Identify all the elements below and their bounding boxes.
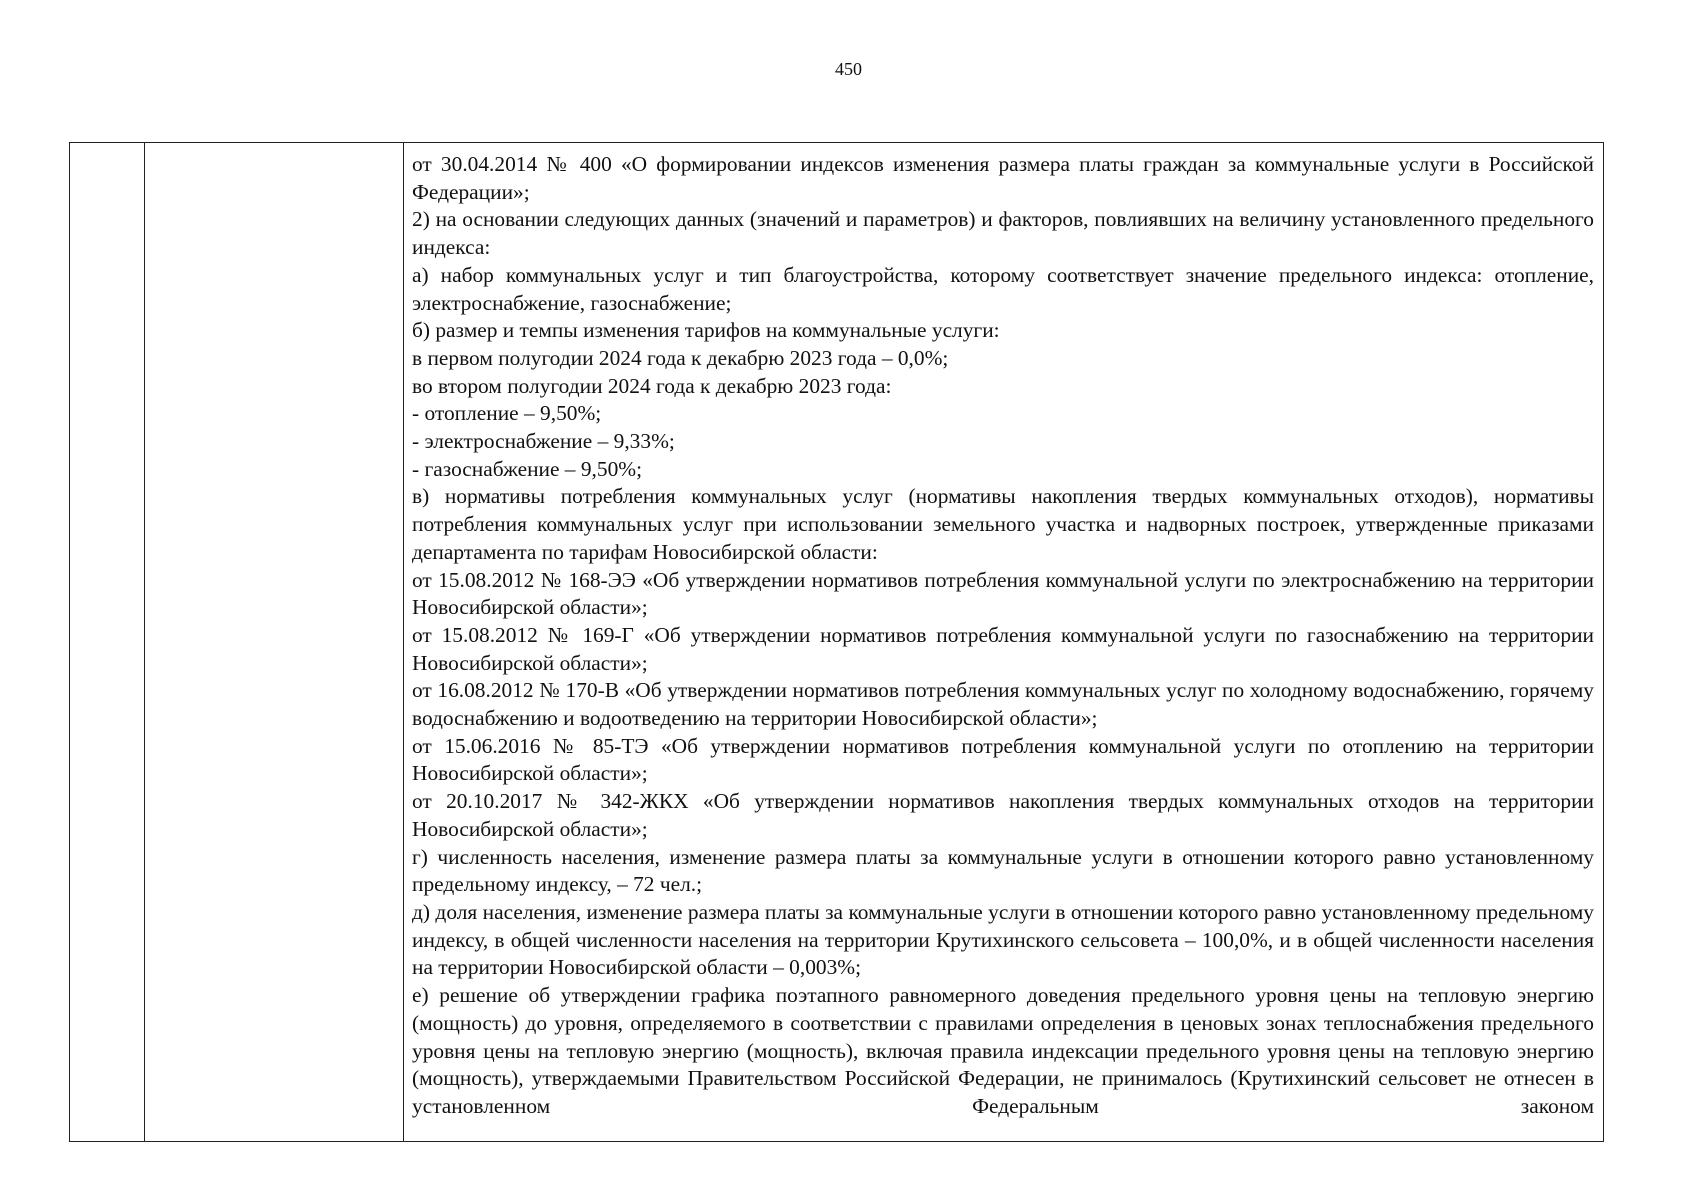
paragraph: - отопление – 9,50%;	[412, 401, 602, 426]
paragraph: 2) на основании следующих данных (значений и параметров) и факторов, повлиявших на величину установленного предельного индекса:	[412, 207, 1594, 260]
paragraph: - газоснабжение – 9,50%;	[412, 456, 643, 481]
paragraph: г) численность населения, изменение размера платы за коммунальные услуги в отношении которого равно установленному предельному индексу, – 72 чел.;	[412, 844, 1594, 897]
paragraph: а) набор коммунальных услуг и тип благоустройства, которому соответствует значение предельного индекса: отопление, электроснабжение, газоснабжение;	[412, 262, 1594, 315]
paragraph: в первом полугодии 2024 года к декабрю 2023 года – 0,0%;	[412, 345, 949, 370]
paragraph: от 15.08.2012 № 168-ЭЭ «Об утверждении нормативов потребления коммунальной услуги по электроснабжению на территории Новосибирской области»;	[412, 567, 1594, 620]
table-cell-number	[70, 143, 145, 1142]
paragraph: от 15.08.2012 № 169-Г «Об утверждении нормативов потребления коммунальной услуги по газоснабжению на территории Новосибирской области»;	[412, 622, 1594, 675]
document-table	[69, 142, 1604, 1142]
paragraph: от 15.06.2016 № 85-ТЭ «Об утверждении нормативов потребления коммунальной услуги по отоплению на территории Новосибирской области»;	[412, 733, 1594, 786]
paragraph: е) решение об утверждении графика поэтапного равномерного доведения предельного уровня цены на тепловую энергию (мощность) до уровня, определяемого в соответствии с правилами определения в ценовых зонах теплоснабжения предельного уровня цены на тепловую энергию (мощность), включая правила индексации предельного уровня цены на тепловую энергию (мощность), утверждаемыми Правительством Российской Федерации, не принималось (Крутихинский сельсовет не отнесен в установленном Федеральным законом	[412, 983, 1594, 1118]
paragraph: от 20.10.2017 № 342-ЖКХ «Об утверждении нормативов накопления твердых коммунальных отходов на территории Новосибирской области»;	[412, 789, 1594, 841]
paragraph: б) размер и темпы изменения тарифов на коммунальные услуги:	[412, 318, 1000, 343]
table-row	[70, 143, 1604, 1142]
paragraph: от 30.04.2014 № 400 «О формировании индексов изменения размера платы граждан за коммунальные услуги в Российской Федерации»;	[412, 152, 1594, 204]
paragraph: во втором полугодии 2024 года к декабрю 2023 года:	[412, 373, 892, 398]
content-text	[404, 143, 1603, 1141]
table-cell-content	[404, 143, 1604, 1142]
paragraph: - электроснабжение – 9,33%;	[412, 429, 675, 454]
paragraph: от 16.08.2012 № 170-В «Об утверждении нормативов потребления коммунальных услуг по холодному водоснабжению, горячему водоснабжению и водоотведению на территории Новосибирской области»;	[412, 678, 1594, 731]
page-number: 450	[835, 59, 862, 79]
paragraph: д) доля населения, изменение размера платы за коммунальные услуги в отношении которого равно установленному предельному индексу, в общей численности населения на территории Крутихинского сельсовета – 100,0%, и в общей численности населения на территории Новосибирской области – 0,003%;	[412, 899, 1594, 980]
paragraph: в) нормативы потребления коммунальных услуг (нормативы накопления твердых коммунальных отходов), нормативы потребления коммунальных услуг при использовании земельного участка и надворных построек, утвержденные приказами департамента по тарифам Новосибирской области:	[412, 484, 1594, 564]
table-cell-name	[145, 143, 404, 1142]
